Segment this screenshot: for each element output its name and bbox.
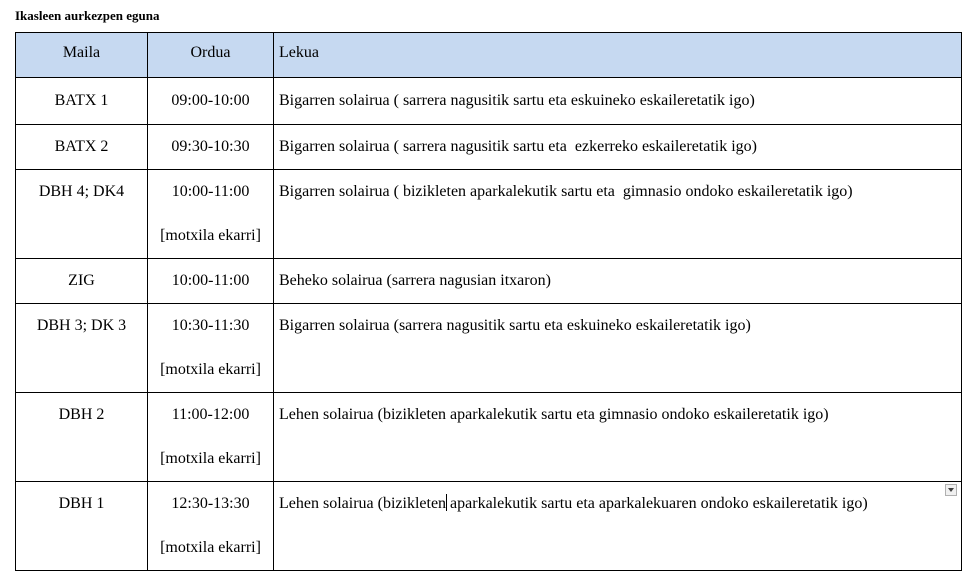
cell-lekua[interactable]: Bigarren solairua ( bizikleten aparkalekutik sartu eta gimnasio ondoko eskaileretatik igo) <box>274 170 962 259</box>
cell-lekua[interactable]: Lehen solairua (bizikleten aparkalekutik sartu eta gimnasio ondoko eskaileretatik igo) <box>274 393 962 482</box>
cell-maila[interactable]: BATX 2 <box>16 125 148 170</box>
table-row <box>16 482 962 571</box>
time-range: 10:00-11:00 <box>171 183 250 200</box>
backpack-note: [motxila ekarri] <box>160 361 261 378</box>
cell-ordua[interactable] <box>148 304 274 393</box>
table-row <box>16 259 962 304</box>
header-row <box>16 33 962 78</box>
cell-lekua[interactable]: Beheko solairua (sarrera nagusian itxaron) <box>274 259 962 304</box>
cell-ordua[interactable] <box>148 482 274 571</box>
cell-ordua[interactable] <box>148 125 274 170</box>
time-range: 11:00-12:00 <box>171 406 250 423</box>
time-range: 10:00-11:00 <box>171 272 250 289</box>
table-row <box>16 304 962 393</box>
document-title: Ikasleen aurkezpen eguna <box>15 8 160 23</box>
cell-lekua[interactable]: Bigarren solairua ( sarrera nagusitik sartu eta ezkerreko eskaileretatik igo) <box>274 125 962 170</box>
cell-maila[interactable]: DBH 2 <box>16 393 148 482</box>
lekua-text-after-cursor: aparkalekutik sartu eta aparkalekuaren ondoko eskaileretatik igo) <box>446 495 868 512</box>
header-maila[interactable]: Maila <box>16 33 148 78</box>
cell-maila[interactable]: ZIG <box>16 259 148 304</box>
cell-maila[interactable]: BATX 1 <box>16 78 148 125</box>
table-row <box>16 170 962 259</box>
table-row <box>16 78 962 125</box>
table-row <box>16 393 962 482</box>
time-range: 10:30-11:30 <box>171 317 250 334</box>
cell-ordua[interactable] <box>148 259 274 304</box>
lekua-text-before-cursor: Lehen solairua (bizikleten <box>279 495 447 512</box>
cell-lekua[interactable]: Bigarren solairua ( sarrera nagusitik sartu eta eskuineko eskaileretatik igo) <box>274 78 962 125</box>
cell-maila[interactable]: DBH 3; DK 3 <box>16 304 148 393</box>
schedule-table <box>15 32 962 571</box>
table-row <box>16 125 962 170</box>
cell-ordua[interactable] <box>148 393 274 482</box>
time-range: 12:30-13:30 <box>171 495 250 512</box>
backpack-note: [motxila ekarri] <box>160 539 261 556</box>
cell-maila[interactable]: DBH 1 <box>16 482 148 571</box>
cell-ordua[interactable] <box>148 78 274 125</box>
cell-lekua[interactable] <box>274 482 962 571</box>
backpack-note: [motxila ekarri] <box>160 450 261 467</box>
backpack-note: [motxila ekarri] <box>160 227 261 244</box>
header-lekua[interactable]: Lekua <box>274 33 962 78</box>
cell-lekua[interactable]: Bigarren solairua (sarrera nagusitik sartu eta eskuineko eskaileretatik igo) <box>274 304 962 393</box>
time-range: 09:30-10:30 <box>171 138 250 155</box>
time-range: 09:00-10:00 <box>171 92 250 109</box>
cell-ordua[interactable] <box>148 170 274 259</box>
chevron-down-icon[interactable] <box>945 484 957 496</box>
cell-maila[interactable]: DBH 4; DK4 <box>16 170 148 259</box>
header-ordua[interactable]: Ordua <box>148 33 274 78</box>
